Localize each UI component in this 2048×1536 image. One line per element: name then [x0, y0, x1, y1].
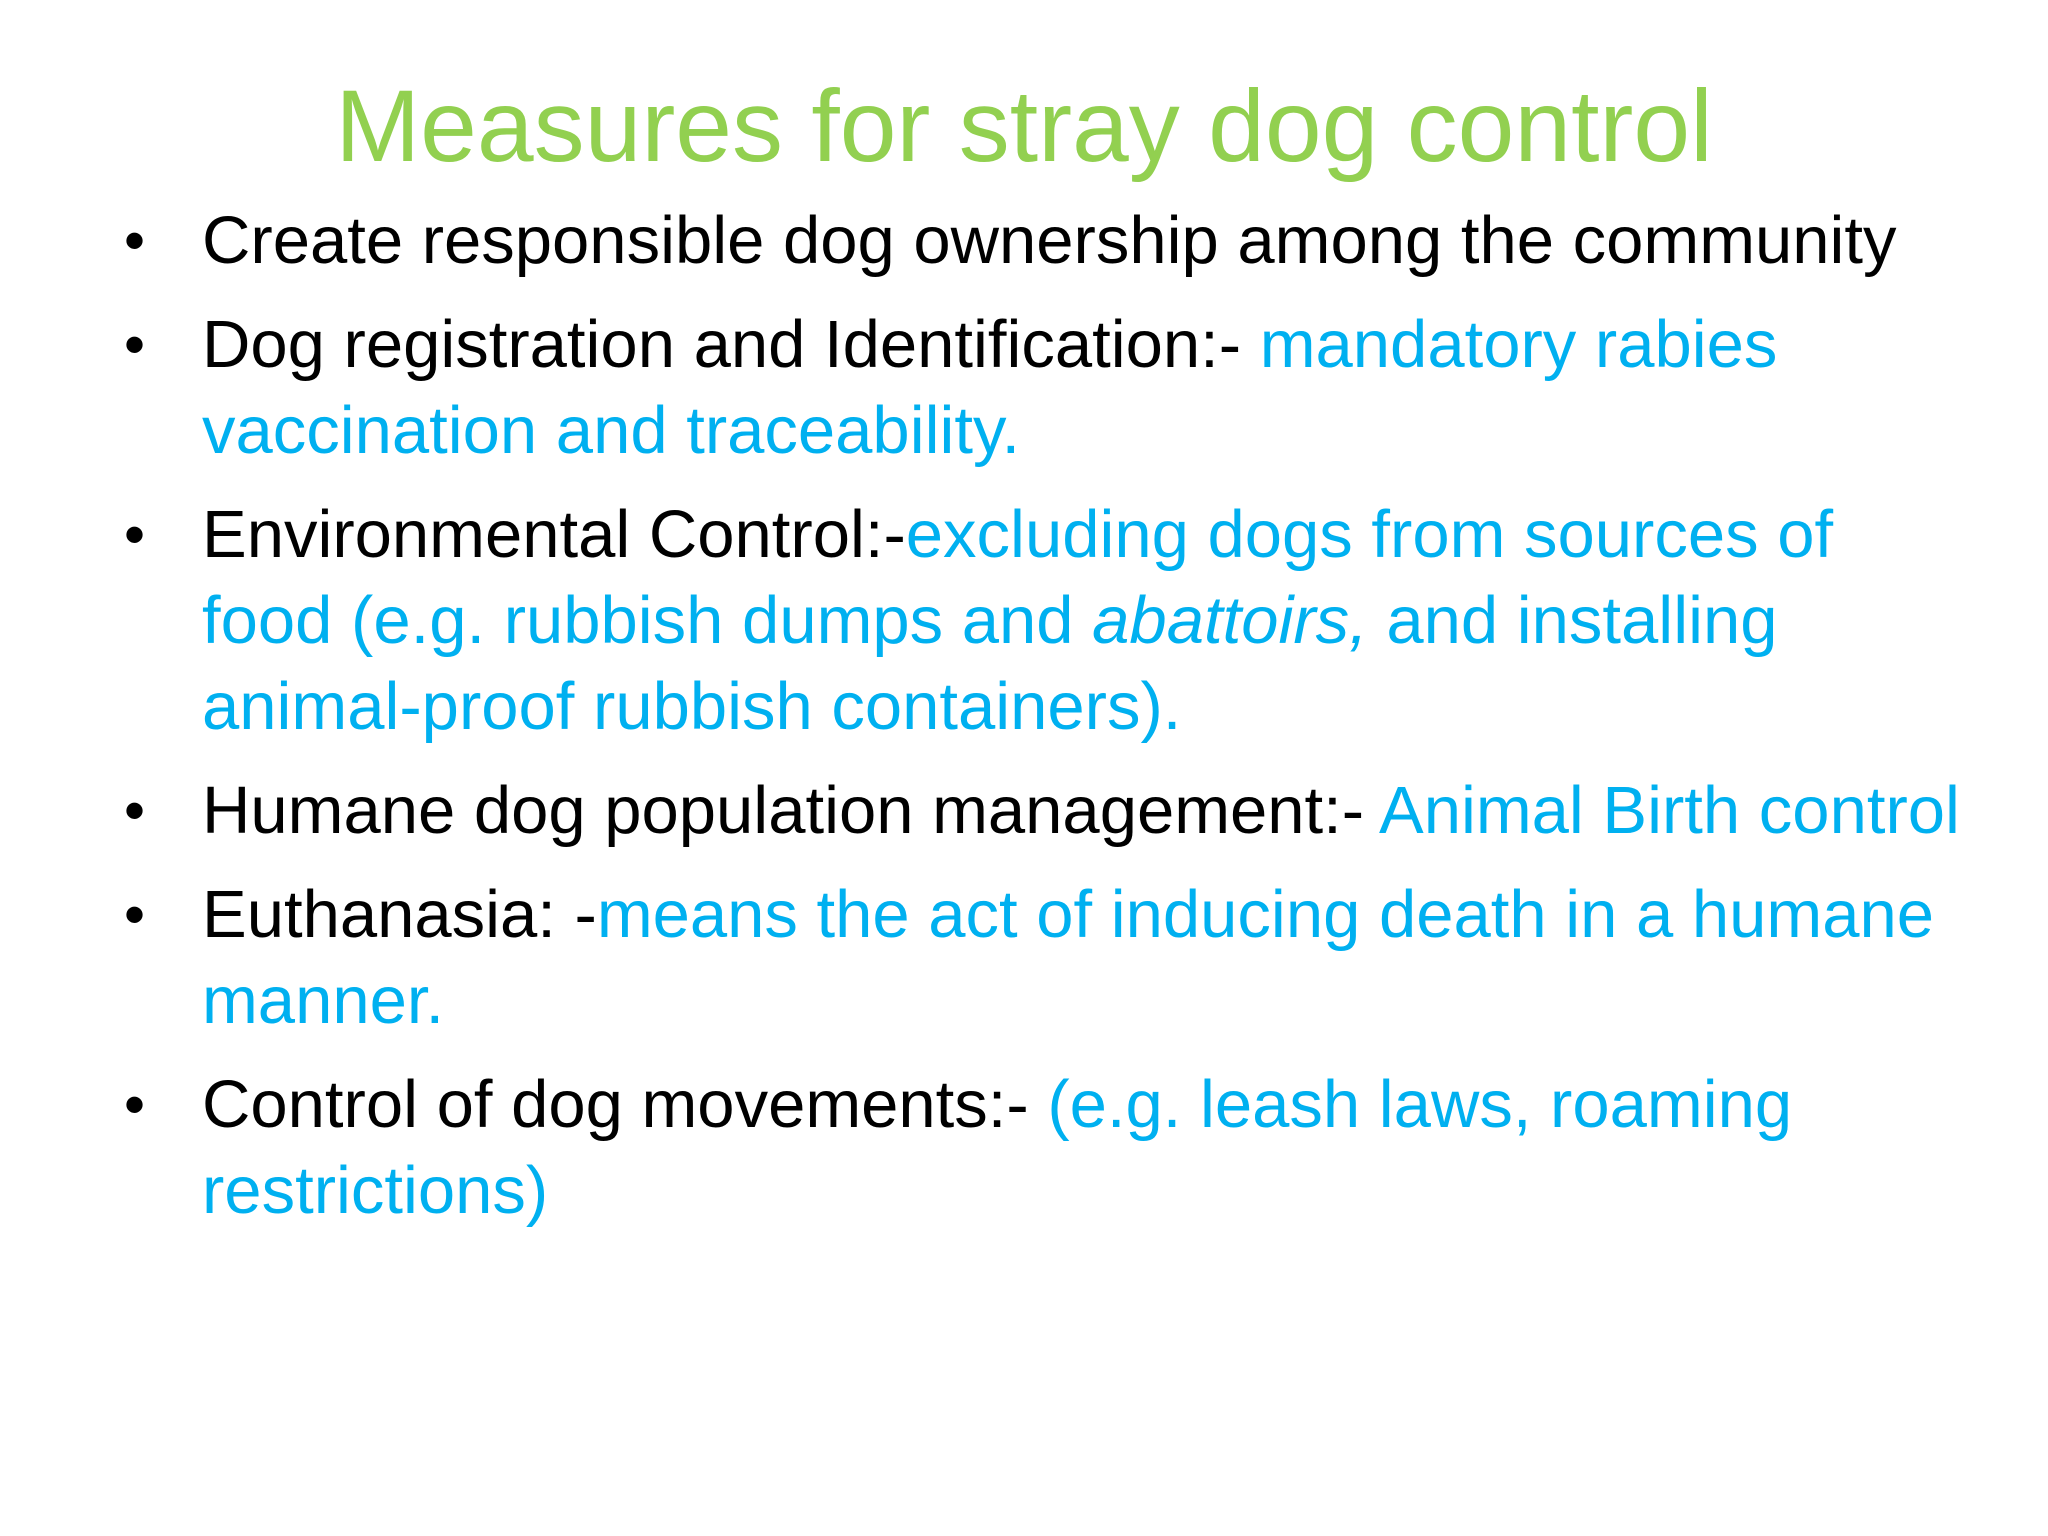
bullet-lead-text: Environmental Control:- — [202, 497, 906, 572]
bullet-item-environmental-control — [118, 492, 1978, 750]
bullet-detail-text: mandatory rabies vaccination and traceability. — [202, 307, 1778, 468]
bullet-marker: • — [124, 777, 146, 844]
bullet-lead-text: Create responsible dog ownership among the community — [202, 203, 1897, 278]
bullet-detail-text: (e.g. leash laws, roaming restrictions) — [202, 1067, 1793, 1228]
bullet-lead-text: Dog registration and Identification:- — [202, 307, 1260, 382]
bullet-item-movement-control — [118, 1062, 1978, 1234]
bullet-item-ownership — [118, 198, 1978, 284]
bullet-lead-text: Euthanasia: - — [202, 877, 597, 952]
bullet-item-population-management — [118, 768, 1978, 854]
bullet-list — [118, 198, 1978, 1252]
slide-title: Measures for stray dog control — [335, 69, 1713, 183]
bullet-marker: • — [124, 881, 146, 948]
bullet-item-registration — [118, 302, 1978, 474]
bullet-detail-text: Animal Birth control — [1379, 773, 1960, 848]
bullet-marker: • — [124, 207, 146, 274]
bullet-lead-text: Humane dog population management:- — [202, 773, 1380, 848]
bullet-detail-text: excluding dogs from sources of food (e.g. rubbish dumps and — [202, 497, 1834, 658]
bullet-marker: • — [124, 1071, 146, 1138]
bullet-lead-text: Control of dog movements:- — [202, 1067, 1048, 1142]
bullet-detail-italic-text: abattoirs, — [1092, 583, 1368, 658]
bullet-detail-text: means the act of inducing death in a humane manner. — [202, 877, 1934, 1038]
bullet-marker: • — [124, 501, 146, 568]
bullet-marker: • — [124, 311, 146, 378]
bullet-detail-tail-text: and installing animal-proof rubbish containers). — [202, 583, 1778, 744]
bullet-item-euthanasia — [118, 872, 1978, 1044]
